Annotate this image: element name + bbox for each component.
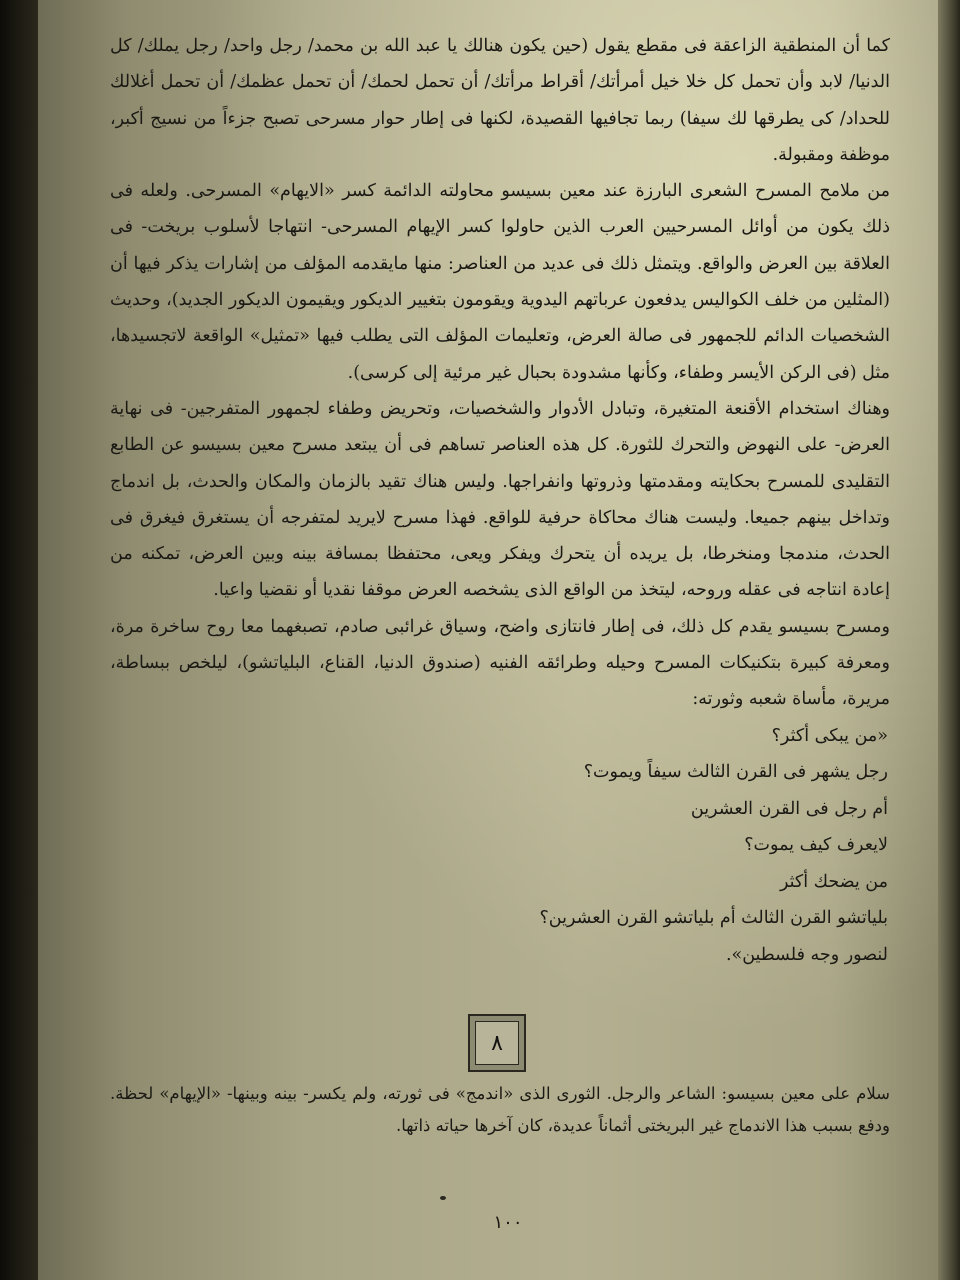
poem-line: من يضحك أكثر bbox=[779, 871, 888, 892]
poem-line: لايعرف كيف يموت؟ bbox=[744, 835, 888, 856]
section-number-box bbox=[468, 1014, 526, 1072]
paragraph-4: ومسرح بسيسو يقدم كل ذلك، فى إطار فانتازى واضح، وسياق غرائبى صادم، تصبغهما معا روح ساخرة مرة، ومعرفة كبيرة بتكنيكات المسرح وحيله وطرائقه الفنيه (صندوق الدنيا، القناع، البلياتشو)، ليلخص ببساطة، مريرة، مأساة شعبه وثورته: bbox=[110, 616, 890, 710]
poem-line: بلياتشو القرن الثالث أم بلياتشو القرن العشرين؟ bbox=[539, 908, 888, 929]
poem-line: «من يبكى أكثر؟ bbox=[771, 725, 888, 746]
poem-line: لنصور وجه فلسطين». bbox=[725, 944, 888, 965]
paragraph-1: كما أن المنطقية الزاعقة فى مقطع يقول (حين يكون هنالك يا عبد الله بن محمد/ رجل واحد/ رجل يملك/ كل الدنيا/ لابد وأن تحمل كل خلا خيل أمرأتك/ أقراط مرأتك/ أن تحمل لحمك/ أن تحمل عظمك/ أن تحمل أغلالك للحداد/ كى يطرقها لك سيفا) ربما تجافيها القصيدة، لكنها فى إطار حوار مسرحى تصبح جزءاً من نسيج أكبر، موظفة ومقبولة. bbox=[110, 36, 890, 165]
poem-line: رجل يشهر فى القرن الثالث سيفاً ويموت؟ bbox=[583, 762, 888, 783]
paragraph-2: من ملامح المسرح الشعرى البارزة عند معين بسيسو محاولته الدائمة كسر «الايهام» المسرحى. ولعله فى ذلك يكون من أوائل المسرحيين العرب الذين حاولوا كسر الإيهام المسرحى- انتهاجا لأسلوب بريخت- فى العلاقة بين العرض والواقع. ويتمثل ذلك فى عديد من العناصر: منها مايقدمه المؤلف من إشارات يذكر فيها أن (المثلين من خلف الكواليس يدفعون عرباتهم اليدوية ويقومون بتغيير الديكور ويقيمون الديكور الجديد)، وحديث الشخصيات الدائم للجمهور فى صالة العرض، وتعليمات المؤلف التى يطلب فيها «تمثيل» الواقعة لاتجسيدها، مثل (فى الركن الأيسر وطفاء، وكأنها مشدودة بحبال غير مرئية إلى كرسى). bbox=[110, 181, 890, 383]
main-text bbox=[110, 28, 890, 973]
ink-dot bbox=[440, 1196, 446, 1200]
page-number: ١٠٠ bbox=[493, 1212, 523, 1233]
poem-line: أم رجل فى القرن العشرين bbox=[690, 798, 888, 819]
book-spine bbox=[938, 0, 960, 1280]
paragraph-3: وهناك استخدام الأقنعة المتغيرة، وتبادل الأدوار والشخصيات، وتحريض وطفاء لجمهور المتفرجين- فى نهاية العرض- على النهوض والتحرك للثورة. كل هذه العناصر تساهم فى أن يبتعد مسرح معين بسيسو عن الطابع التقليدى للمسرح بحكايته ومقدمتها وذروتها وانفراجها. وليس هناك تقيد بالزمان والمكان والحدث، بل اندماج وتداخل بينهم جميعا. وليست هناك محاكاة حرفية للواقع. فهذا مسرح لايريد لمتفرجه أن يستغرق فيغرق فى الحدث، مندمجا ومنخرطا، بل يريده أن يتحرك ويفكر ويعى، محتفظا بمسافة بينه وبين العرض، تمكنه من إعادة انتاجه فى عقله وروحه، ليتخذ من الواقع الذى يشخصه العرض موقفا نقديا أو نقضيا واعيا. bbox=[110, 398, 890, 601]
poem-quote bbox=[110, 718, 890, 974]
section-number: ٨ bbox=[475, 1021, 519, 1065]
footnote-text: سلام على معين بسيسو: الشاعر والرجل. الثورى الذى «اندمج» فى ثورته، ولم يكسر- بينه وبينها- «الإيهام» لحظة. ودفع بسبب هذا الاندماج غير البريختى أثماناً عديدة، كان آخرها حياته ذاتها. bbox=[110, 1084, 890, 1135]
book-page bbox=[38, 0, 938, 1280]
